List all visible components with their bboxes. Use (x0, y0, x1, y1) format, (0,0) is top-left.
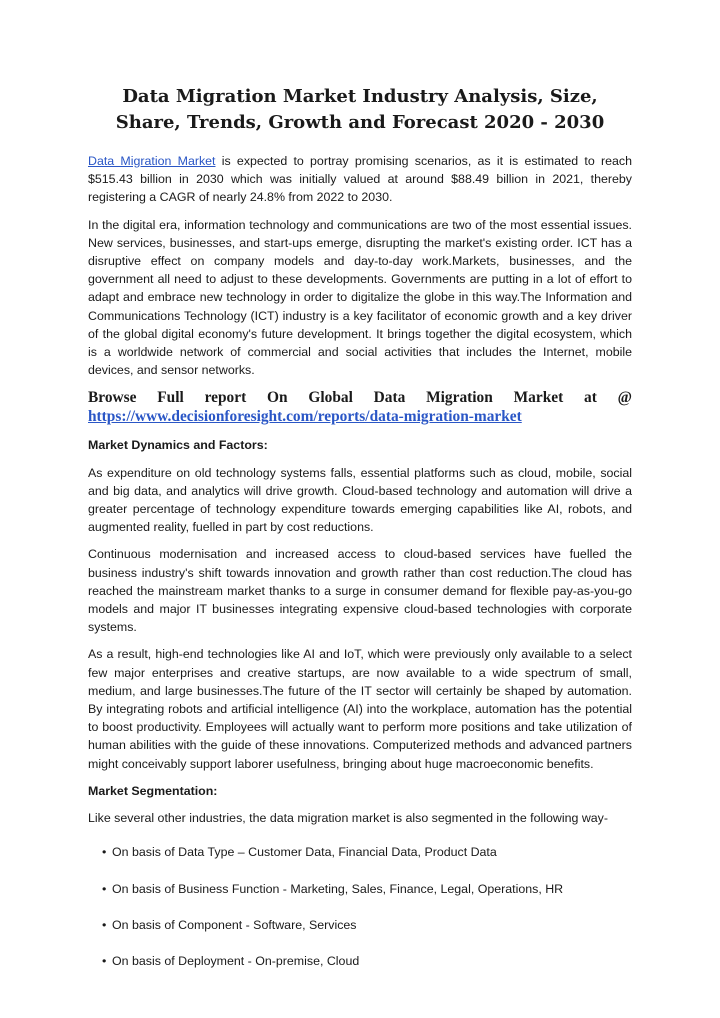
bullet-item-business-function (102, 880, 632, 898)
bullet-text: On basis of Component - Software, Services (112, 917, 357, 932)
market-segmentation-heading: Market Segmentation: (88, 783, 218, 798)
market-dynamics-heading: Market Dynamics and Factors: (88, 438, 268, 453)
high-end-technologies-paragraph: As a result, high-end technologies like AI and IoT, which were previously only available to a select few major enterprises and creative startups, are now available to a wide spectrum of small, medium, and large businesses.The future of the IT sector will certainly be shaped by automation. By integrating robots and artificial intelligence (AI) into the workplace, automation has the potential to boost productivity. Employees will actually want to perform more positions and take utilization of human abilities with the guide of these innovations. Computerized methods and advanced partners might conceivably support laborer usefulness, bringing about huge macroeconomic benefits. (88, 647, 632, 771)
bullet-dot-icon: • (102, 953, 107, 968)
bullet-text: On basis of Deployment - On-premise, Cloud (112, 953, 360, 968)
segmentation-paragraph: Like several other industries, the data migration market is also segmented in the following way- (88, 811, 608, 826)
bullet-text: On basis of Data Type – Customer Data, Financial Data, Product Data (112, 845, 497, 860)
bullet-dot-icon: • (102, 881, 107, 896)
browse-report-text: Browse Full report On Global Data Migration Market at @ (88, 389, 632, 407)
intro-text: is expected to portray promising scenarios, as it is estimated to reach $515.43 billion in 2030 which was initially valued at around $88.49 billion in 2021, thereby registering a CAGR of nearly 24.8% from 2022 to 2030. (88, 154, 633, 205)
bullet-dot-icon: • (102, 917, 107, 932)
document-title: Data Migration Market Industry Analysis, Size, Share, Trends, Growth and Forecast 2020 - 2030 (115, 86, 605, 133)
bullet-dot-icon: • (102, 845, 107, 860)
digital-era-paragraph: In the digital era, information technology and communications are two of the most essential issues. New services, businesses, and start-ups emerge, disrupting the market's existing order. ICT has a disruptive effect on company models and day-to-day work.Markets, businesses, and the government all need to adjust to these developments. Governments are putting in a lot of effort to adapt and embrace new technology in order to digitalize the globe in this way.The Information and Communications Technology (ICT) industry is a key facilitator of economic growth and a key driver of the global digital economy's future development. It brings together the digital ecosystem, which is a worldwide network of commercial and social activities that includes the Internet, mobile devices, and sensor networks. (88, 217, 632, 378)
intro-paragraph (88, 152, 632, 207)
browse-report-line (88, 407, 632, 426)
data-migration-market-link[interactable]: Data Migration Market (88, 154, 216, 168)
bullet-item-deployment (102, 952, 632, 970)
bullet-item-component (102, 916, 632, 934)
bullet-text: On basis of Business Function - Marketing, Sales, Finance, Legal, Operations, HR (112, 881, 564, 896)
bullet-item-data-type (102, 843, 632, 861)
modernisation-paragraph: Continuous modernisation and increased access to cloud-based services have fuelled the business industry's shift towards innovation and growth rather than cost reduction.The cloud has reached the mainstream market thanks to a surge in consumer demand for flexible pay-as-you-go models and major IT businesses integrating expensive cloud-based technologies with corporate systems. (88, 547, 632, 635)
expenditure-paragraph: As expenditure on old technology systems falls, essential platforms such as cloud, mobile, social and big data, and analytics will drive growth. Cloud-based technology and automation will drive a greater percentage of technology expenditure towards emerging capabilities like AI, robots, and augmented reality, fuelled in part by cost reductions. (88, 465, 632, 535)
report-url-link[interactable]: https://www.decisionforesight.com/reports/data-migration-market (88, 408, 522, 426)
